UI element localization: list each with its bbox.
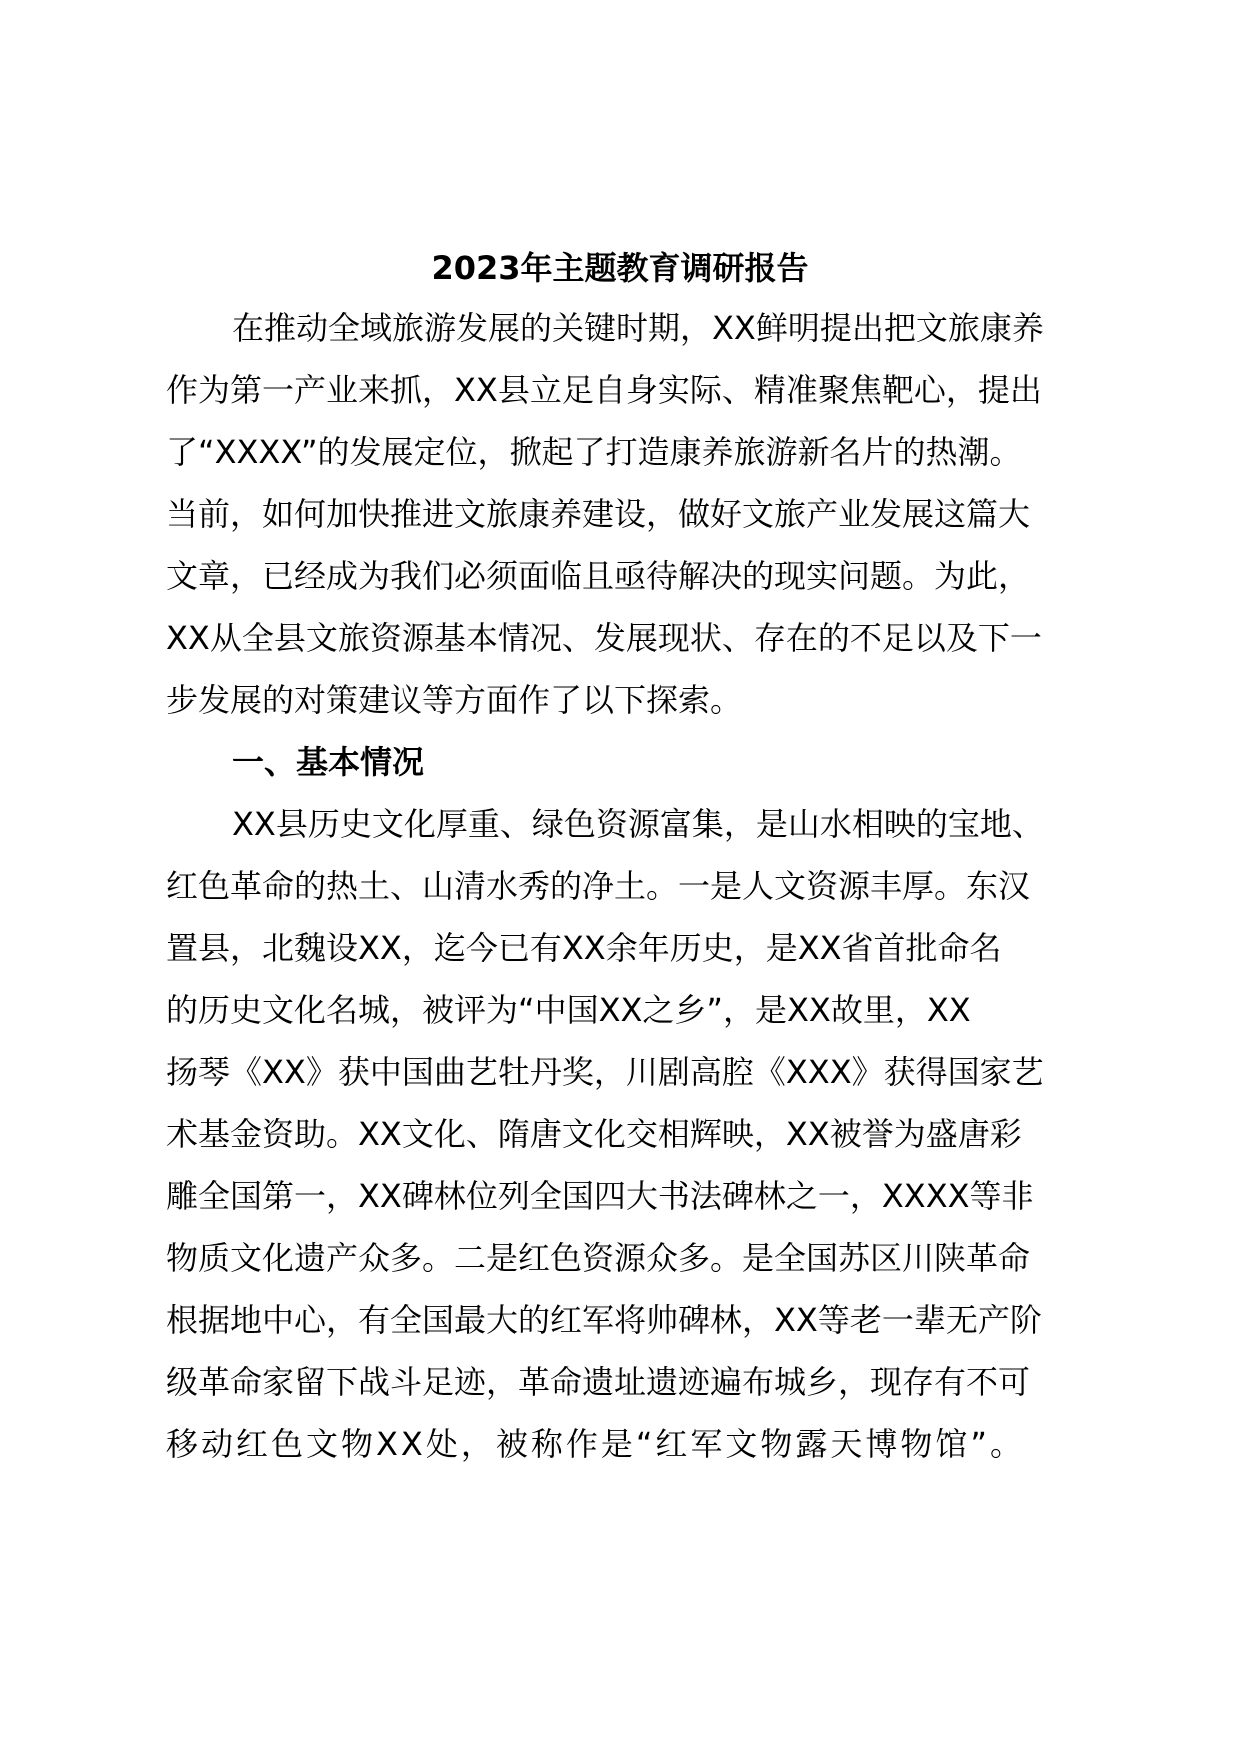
paragraph-line: 的历史文化名城，被评为“中国XX之乡”，是XX故里，XX [166,991,971,1029]
paragraph-line: 步发展的对策建议等方面作了以下探索。 [166,681,743,719]
paragraph-line: 在推动全域旅游发展的关键时期，XX鲜明提出把文旅康养 [232,309,1044,347]
section-heading: 一、基本情况 [232,743,425,781]
paragraph-line: 作为第一产业来抓，XX县立足自身实际、精准聚焦靶心，提出 [166,371,1042,409]
paragraph-line: 级革命家留下战斗足迹，革命遗址遗迹遍布城乡，现存有不可 [166,1363,1031,1401]
paragraph-line: 了“XXXX”的发展定位，掀起了打造康养旅游新名片的热潮。 [166,433,1022,471]
paragraph-line: 移动红色文物XX处，被称作是“红军文物露天博物馆”。 [166,1425,1026,1463]
paragraph-line: 当前，如何加快推进文旅康养建设，做好文旅产业发展这篇大 [166,495,1031,533]
paragraph-line: 物质文化遗产众多。二是红色资源众多。是全国苏区川陕革命 [166,1239,1031,1277]
paragraph-line: XX从全县文旅资源基本情况、发展现状、存在的不足以及下一 [166,619,1042,657]
paragraph-line: 置县，北魏设XX，迄今已有XX余年历史，是XX省首批命名 [166,929,1002,967]
paragraph-line: 雕全国第一，XX碑林位列全国四大书法碑林之一，XXXX等非 [166,1177,1034,1215]
paragraph-line: XX县历史文化厚重、绿色资源富集，是山水相映的宝地、 [232,805,1044,843]
document-title: 2023年主题教育调研报告 [431,249,809,287]
paragraph-line: 红色革命的热土、山清水秀的净土。一是人文资源丰厚。东汉 [166,867,1031,905]
paragraph-line: 扬琴《XX》获中国曲艺牡丹奖，川剧高腔《XXX》获得国家艺 [166,1053,1044,1091]
paragraph-line: 文章，已经成为我们必须面临且亟待解决的现实问题。为此， [166,557,1031,595]
paragraph-line: 根据地中心，有全国最大的红军将帅碑林，XX等老一辈无产阶 [166,1301,1042,1339]
paragraph-line: 术基金资助。XX文化、隋唐文化交相辉映，XX被誉为盛唐彩 [166,1115,1022,1153]
